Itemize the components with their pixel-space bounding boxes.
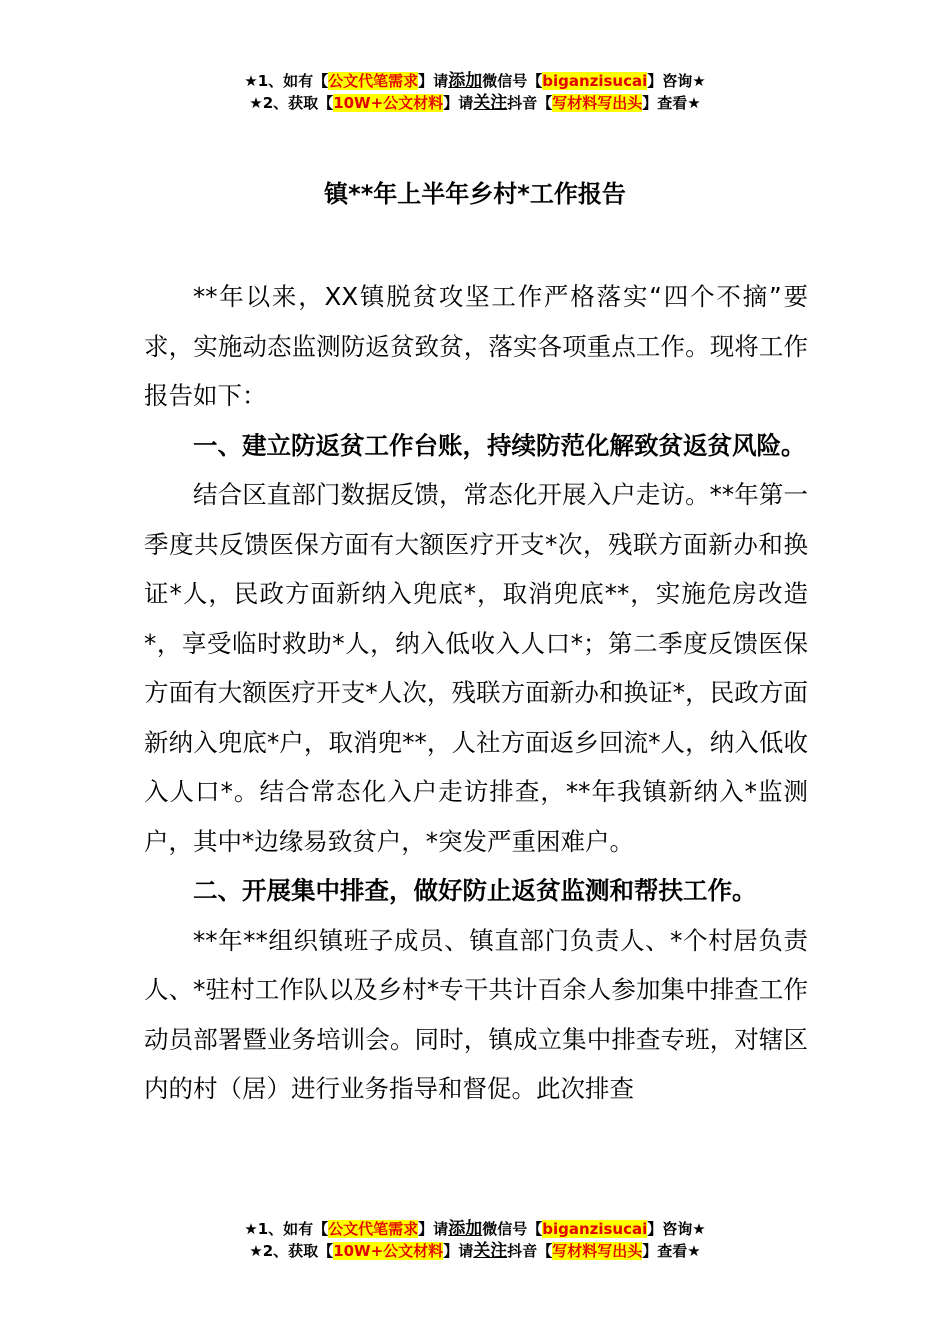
promo-highlight: biganzisucai bbox=[542, 1220, 648, 1238]
promo-highlight: 10W+公文材料 bbox=[333, 94, 444, 112]
promo-banner-bottom bbox=[0, 1218, 950, 1262]
document-title: 镇**年上半年乡村*工作报告 bbox=[324, 180, 626, 208]
promo-highlight: 10W+公文材料 bbox=[333, 1242, 444, 1260]
section-heading-1: 一、建立防返贫工作台账，持续防范化解致贫返贫风险。 bbox=[193, 430, 806, 460]
promo-highlight: 写材料写出头 bbox=[552, 1242, 643, 1260]
promo-line-2: ★2、获取【10W+公文材料】请关注抖音【写材料写出头】查看★ bbox=[249, 1241, 701, 1261]
document-body bbox=[144, 272, 808, 1114]
promo-highlight: 公文代笔需求 bbox=[328, 1220, 419, 1238]
promo-highlight: biganzisucai bbox=[542, 72, 648, 90]
promo-banner-top bbox=[0, 70, 950, 114]
promo-line-1: ★1、如有【公文代笔需求】请添加微信号【biganzisucai】咨询★ bbox=[244, 71, 706, 91]
promo-highlight: 公文代笔需求 bbox=[328, 72, 419, 90]
section-heading-2: 二、开展集中排查，做好防止返贫监测和帮扶工作。 bbox=[193, 876, 757, 905]
promo-line-1: ★1、如有【公文代笔需求】请添加微信号【biganzisucai】咨询★ bbox=[244, 1219, 706, 1239]
body-paragraph: 结合区直部门数据反馈，常态化开展入户走访。**年第一季度共反馈医保方面有大额医疗开支*次，残联方面新办和换证*人，民政方面新纳入兜底*，取消兜底**，实施危房改造*，享受临时救助*人，纳入低收入人口*；第二季度反馈医保方面有大额医疗开支*人次，残联方面新办和换证*，民政方面新纳入兜底*户，取消兜**，人社方面返乡回流*人，纳入低收入人口*。结合常态化入户走访排查，**年我镇新纳入*监测户，其中*边缘易致贫户，*突发严重困难户。 bbox=[144, 480, 808, 856]
body-paragraph: **年**组织镇班子成员、镇直部门负责人、*个村居负责人、*驻村工作队以及乡村*专干共计百余人参加集中排查工作动员部署暨业务培训会。同时，镇成立集中排查专班，对辖区内的村（居）进行业务指导和督促。此次排查 bbox=[144, 925, 808, 1103]
promo-highlight: 写材料写出头 bbox=[552, 94, 643, 112]
intro-paragraph: **年以来，XX镇脱贫攻坚工作严格落实“四个不摘”要求，实施动态监测防返贫致贫，落实各项重点工作。现将工作报告如下： bbox=[144, 282, 808, 410]
promo-line-2: ★2、获取【10W+公文材料】请关注抖音【写材料写出头】查看★ bbox=[249, 93, 701, 113]
